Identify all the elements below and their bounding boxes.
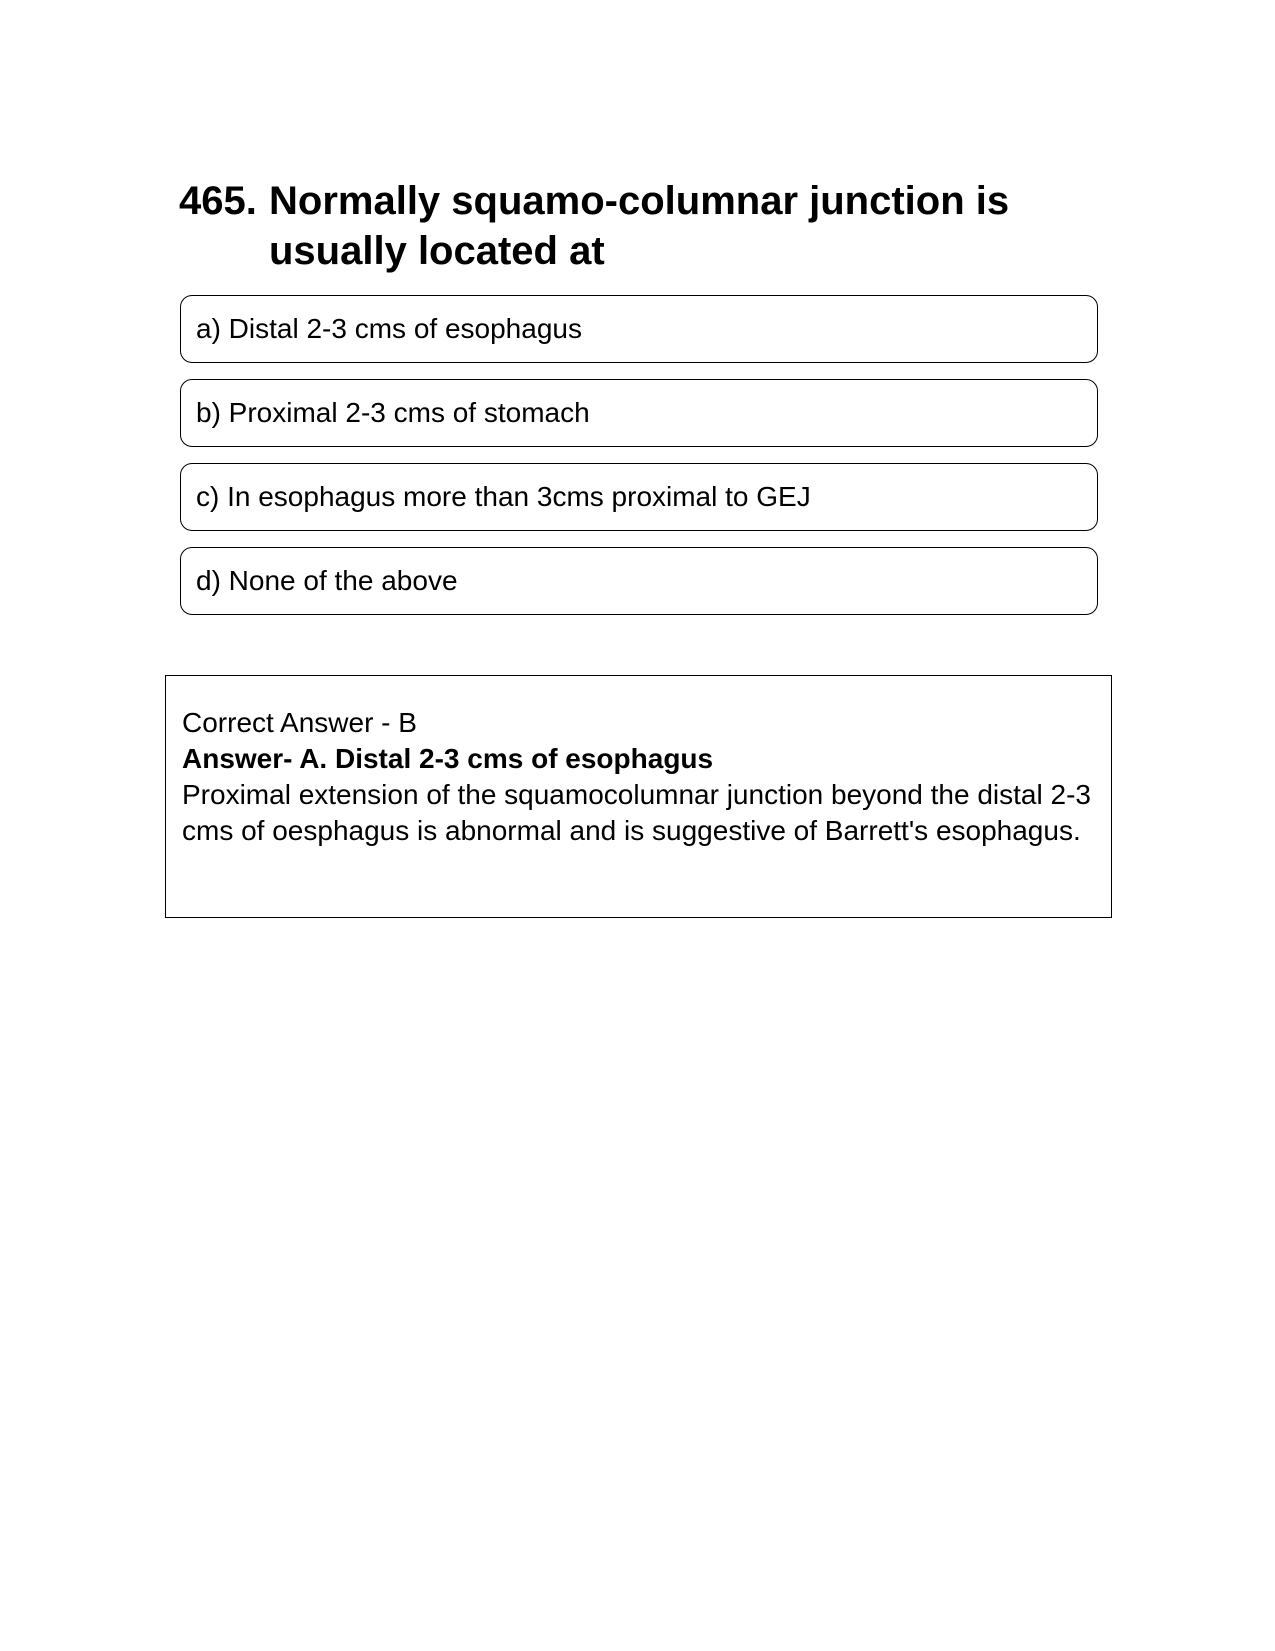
option-a[interactable]: a) Distal 2-3 cms of esophagus: [180, 295, 1098, 363]
option-c[interactable]: c) In esophagus more than 3cms proximal to GEJ: [180, 463, 1098, 531]
answer-explanation: Proximal extension of the squamocolumnar junction beyond the distal 2-3 cms of oesphagus is abnormal and is suggestive of Barrett's esophagus.: [182, 779, 1091, 846]
correct-answer-line: Correct Answer - B: [182, 707, 417, 738]
option-d[interactable]: d) None of the above: [180, 547, 1098, 615]
question-heading: [179, 176, 1079, 276]
question-text: Normally squamo-columnar junction is usually located at: [269, 179, 1010, 273]
answer-box: [165, 675, 1112, 918]
question-number: 465.: [179, 179, 257, 223]
option-b[interactable]: b) Proximal 2-3 cms of stomach: [180, 379, 1098, 447]
options-list: [180, 295, 1098, 631]
answer-line: Answer- A. Distal 2-3 cms of esophagus: [182, 743, 714, 774]
